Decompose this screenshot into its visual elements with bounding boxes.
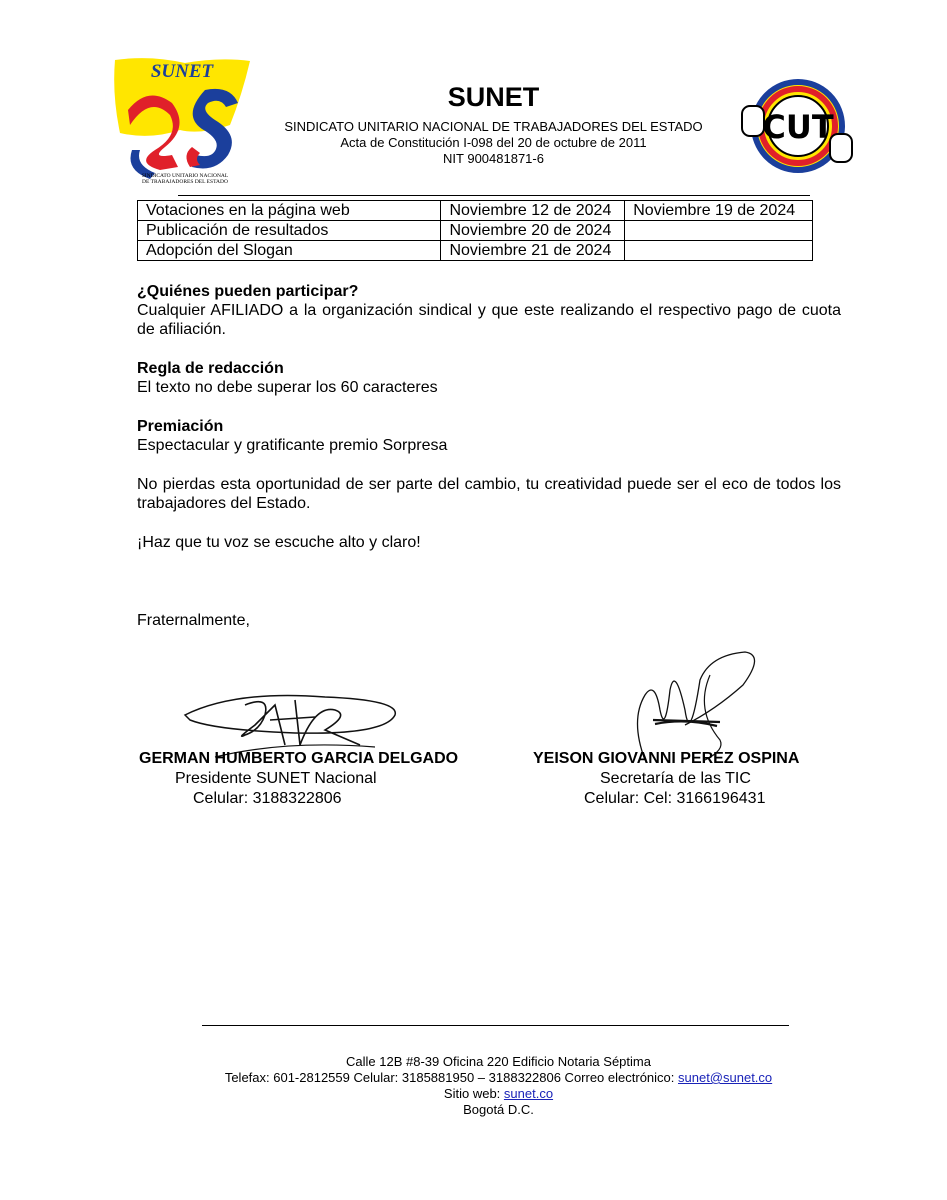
footer-divider: [202, 1025, 789, 1026]
signature-yeison: [625, 650, 765, 765]
website-link[interactable]: sunet.co: [503, 1086, 554, 1101]
svg-text:CUT: CUT: [762, 108, 834, 146]
activity-cell: Adopción del Slogan: [138, 241, 441, 261]
activity-cell: Publicación de resultados: [138, 221, 441, 241]
email-link[interactable]: sunet@sunet.co: [678, 1070, 773, 1085]
signatory-role-german: Presidente SUNET Nacional: [175, 770, 377, 787]
activity-cell: Votaciones en la página web: [138, 201, 441, 221]
prize-heading: Premiación: [137, 418, 224, 435]
signatory-name-german: GERMAN HUMBERTO GARCIA DELGADO: [139, 750, 459, 767]
end-date-cell: [625, 221, 813, 241]
closing-text: No pierdas esta oportunidad de ser parte del cambio, tu creatividad puede ser el eco de todos los trabajadores del Estado.: [137, 476, 841, 512]
start-date-cell: Noviembre 20 de 2024: [441, 221, 625, 241]
signatory-phone-yeison: Celular: Cel: 3166196431: [584, 790, 766, 807]
who-heading: ¿Quiénes pueden participar?: [137, 283, 359, 300]
table-row: [138, 241, 813, 261]
table-row: [138, 201, 813, 221]
svg-text:SINDICATO UNITARIO NACIONAL: SINDICATO UNITARIO NACIONAL: [141, 173, 229, 179]
end-date-cell: [625, 241, 813, 261]
rule-text: El texto no debe superar los 60 caracteres: [137, 379, 438, 396]
header-divider: [178, 195, 810, 196]
prize-text: Espectacular y gratificante premio Sorpresa: [137, 437, 448, 454]
table-row: [138, 221, 813, 241]
signatory-name-yeison: YEISON GIOVANNI PEREZ OSPINA: [533, 750, 800, 767]
letterhead-subtitle: SINDICATO UNITARIO NACIONAL DE TRABAJADORES DEL ESTADO: [284, 119, 703, 134]
footer-web-label: Sitio web:: [443, 1086, 504, 1101]
rule-heading: Regla de redacción: [137, 360, 284, 377]
footer-city: Bogotá D.C.: [463, 1102, 534, 1117]
signatory-role-yeison: Secretaría de las TIC: [600, 770, 751, 787]
farewell-text: Fraternalmente,: [137, 612, 250, 629]
footer-address: Calle 12B #8-39 Oficina 220 Edificio Notaria Séptima: [346, 1054, 651, 1069]
start-date-cell: Noviembre 21 de 2024: [441, 241, 625, 261]
start-date-cell: Noviembre 12 de 2024: [441, 201, 625, 221]
signature-german: [175, 685, 405, 760]
end-date-cell: Noviembre 19 de 2024: [625, 201, 813, 221]
letterhead-nit: NIT 900481871-6: [443, 151, 544, 166]
letterhead-title: SUNET: [447, 82, 540, 112]
signatory-phone-german: Celular: 3188322806: [193, 790, 342, 807]
svg-text:DE TRABAJADORES DEL ESTADO: DE TRABAJADORES DEL ESTADO: [142, 179, 228, 185]
schedule-table: [137, 200, 813, 261]
footer-web: [0, 1086, 947, 1102]
footer-contact: [0, 1070, 947, 1086]
who-text: Cualquier AFILIADO a la organización sindical y que este realizando el respectivo pago de cuota de afiliación.: [137, 302, 841, 338]
svg-text:SUNET: SUNET: [150, 61, 214, 82]
letterhead-acta: Acta de Constitución I-098 del 20 de octubre de 2011: [340, 135, 647, 150]
footer-contact-text: Telefax: 601-2812559 Celular: 3185881950 – 3188322806 Correo electrónico:: [224, 1070, 678, 1085]
cheer-text: ¡Haz que tu voz se escuche alto y claro!: [137, 534, 421, 551]
